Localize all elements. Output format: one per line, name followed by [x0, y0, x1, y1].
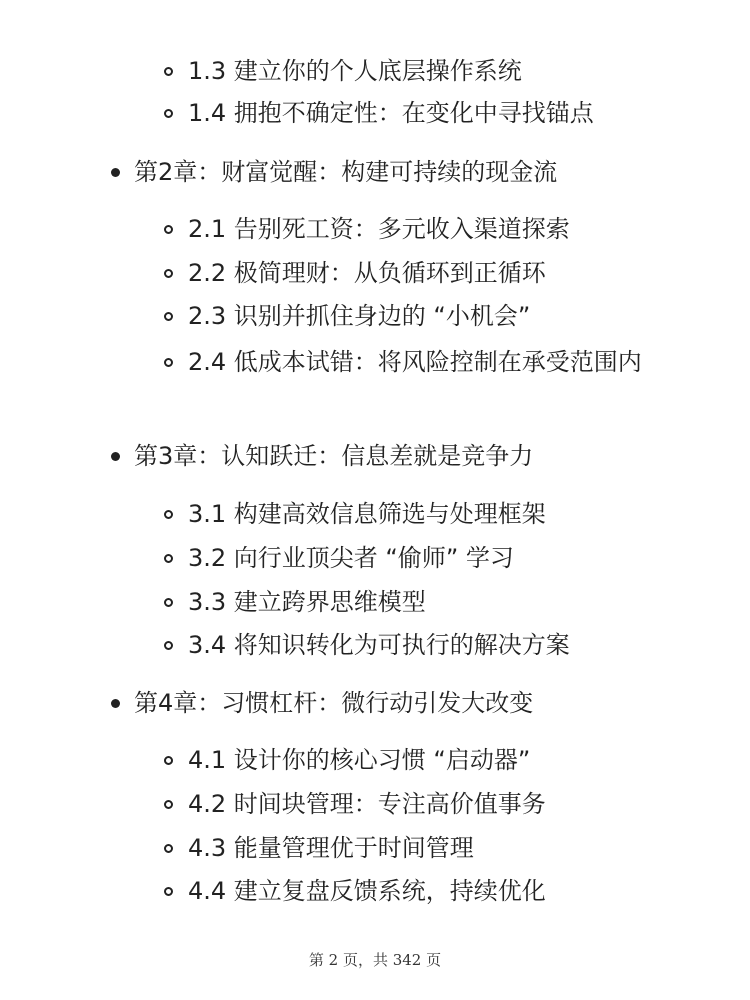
- sub-bullet-icon: [164, 887, 173, 896]
- section-2-1: 2.1 告别死工资：多元收入渠道探索: [188, 215, 570, 243]
- section-1-3: 1.3 建立你的个人底层操作系统: [188, 57, 522, 85]
- sub-bullet-icon: [164, 358, 173, 367]
- sub-bullet-icon: [164, 269, 173, 278]
- sub-bullet-icon: [164, 554, 173, 563]
- sub-bullet-icon: [164, 641, 173, 650]
- section-2-3: 2.3 识别并抓住身边的 “小机会”: [188, 302, 531, 330]
- section-2-4: 2.4 低成本试错：将风险控制在承受范围内: [188, 348, 642, 376]
- chapter-bullet-icon: [111, 452, 120, 461]
- section-1-4: 1.4 拥抱不确定性：在变化中寻找锚点: [188, 99, 594, 127]
- sub-bullet-icon: [164, 510, 173, 519]
- chapter-4-title: 第4章：习惯杠杆：微行动引发大改变: [134, 689, 534, 717]
- sub-bullet-icon: [164, 800, 173, 809]
- section-3-2: 3.2 向行业顶尖者 “偷师” 学习: [188, 544, 514, 572]
- sub-bullet-icon: [164, 312, 173, 321]
- sub-bullet-icon: [164, 67, 173, 76]
- section-2-2: 2.2 极简理财：从负循环到正循环: [188, 259, 546, 287]
- page-number-footer: 第 2 页，共 342 页: [308, 951, 442, 969]
- section-4-2: 4.2 时间块管理：专注高价值事务: [188, 790, 546, 818]
- sub-bullet-icon: [164, 225, 173, 234]
- sub-bullet-icon: [164, 109, 173, 118]
- chapter-2-title: 第2章：财富觉醒：构建可持续的现金流: [134, 158, 558, 186]
- section-3-1: 3.1 构建高效信息筛选与处理框架: [188, 500, 546, 528]
- chapter-3-title: 第3章：认知跃迁：信息差就是竞争力: [134, 442, 534, 470]
- section-3-3: 3.3 建立跨界思维模型: [188, 588, 426, 616]
- section-4-4: 4.4 建立复盘反馈系统，持续优化: [188, 877, 546, 905]
- chapter-bullet-icon: [111, 168, 120, 177]
- sub-bullet-icon: [164, 844, 173, 853]
- chapter-bullet-icon: [111, 699, 120, 708]
- section-3-4: 3.4 将知识转化为可执行的解决方案: [188, 631, 570, 659]
- section-4-1: 4.1 设计你的核心习惯 “启动器”: [188, 746, 531, 774]
- sub-bullet-icon: [164, 598, 173, 607]
- section-4-3: 4.3 能量管理优于时间管理: [188, 834, 474, 862]
- sub-bullet-icon: [164, 756, 173, 765]
